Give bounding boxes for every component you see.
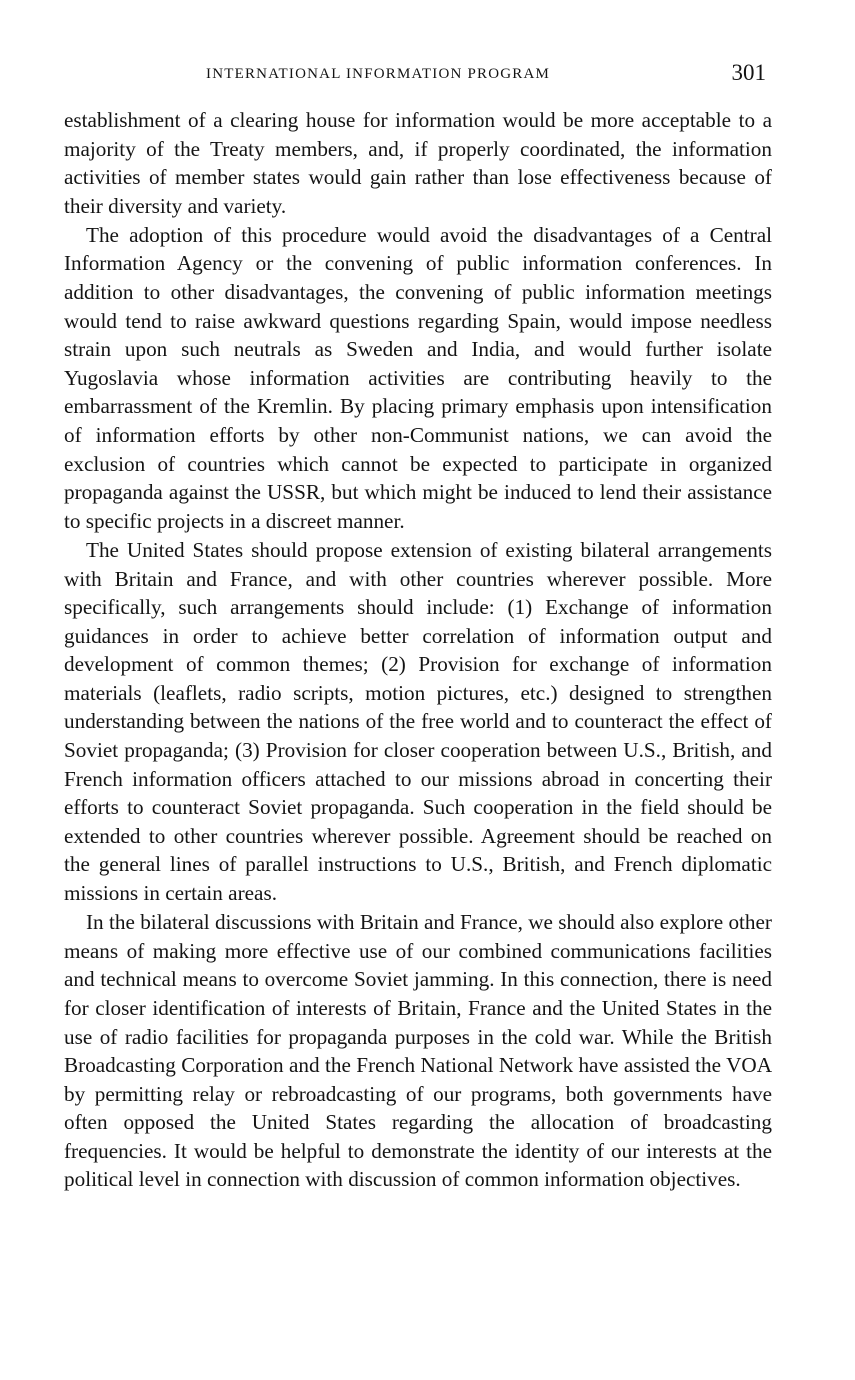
running-header bbox=[64, 56, 772, 94]
body-text bbox=[64, 106, 772, 1194]
running-title: INTERNATIONAL INFORMATION PROGRAM bbox=[206, 66, 551, 82]
paragraph-procedure: The adoption of this procedure would avoid the disadvantages of a Central Information Agency or the convening of public information conferences. In addition to other disadvantages, the convening of public information meetings would tend to raise awkward questions regarding Spain, would impose needless strain upon such neutrals as Sweden and India, and would further isolate Yugoslavia whose information activities are contributing heavily to the embarrassment of the Kremlin. By placing primary emphasis upon intensification of information efforts by other non-Communist nations, we can avoid the exclusion of countries which cannot be expected to participate in organized propaganda against the USSR, but which might be induced to lend their assistance to specific projects in a discreet manner. bbox=[64, 222, 772, 533]
paragraph-communications: In the bilateral discussions with Britain and France, we should also explore other means of making more effective use of our combined communications facilities and technical means to overcome Soviet jamming. In this connection, there is need for closer identification of interests of Britain, France and the United States in the use of radio facilities for propaganda purposes in the cold war. While the British Broadcasting Corporation and the French National Network have assisted the VOA by permitting relay or rebroadcasting of our programs, both governments have often opposed the United States regarding the allocation of broadcasting frequencies. It would be helpful to demonstrate the identity of our interests at the political level in connection with discussion of common information objectives. bbox=[64, 910, 772, 1192]
page-number: 301 bbox=[731, 60, 766, 85]
book-page bbox=[64, 56, 772, 1194]
paragraph-bilateral-arrangements: The United States should propose extension of existing bilateral arrangements with Britain and France, and with other countries wherever possible. More specifically, such arrangements should include: (1) Exchange of information guidances in order to achieve better correlation of information output and development of common themes; (2) Provision for exchange of information materials (leaflets, radio scripts, motion pictures, etc.) designed to strengthen understanding between the nations of the free world and to counteract the effect of Soviet propaganda; (3) Provision for closer cooperation between U.S., British, and French information officers attached to our missions abroad in concerting their efforts to counteract Soviet propaganda. Such cooperation in the field should be extended to other countries wherever possible. Agreement should be reached on the general lines of parallel instructions to U.S., British, and French diplomatic missions in certain areas. bbox=[64, 537, 772, 906]
paragraph-continued: establishment of a clearing house for information would be more acceptable to a majority of the Treaty members, and, if properly coordinated, the information activities of member states would gain rather than lose effectiveness because of their diversity and variety. bbox=[64, 108, 772, 218]
